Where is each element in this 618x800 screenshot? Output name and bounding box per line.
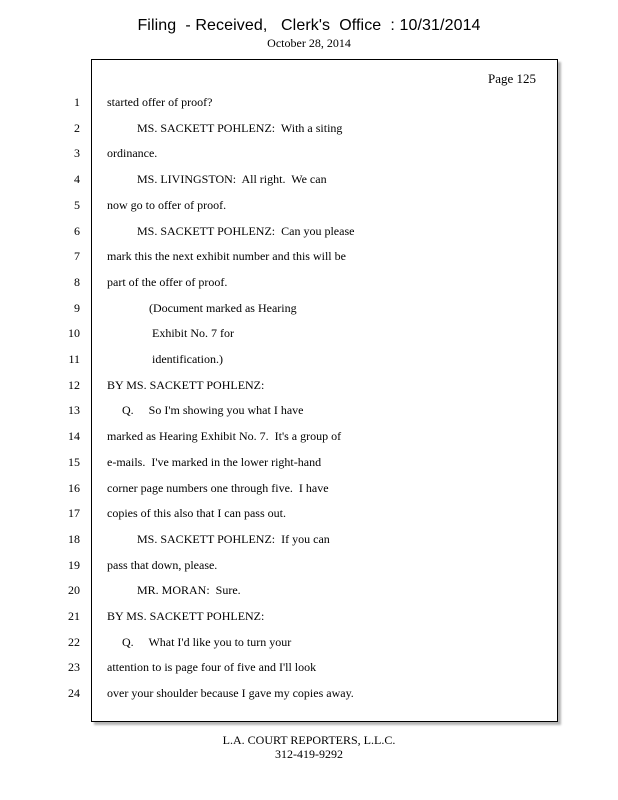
line-number: 6 — [74, 224, 80, 238]
line-number: 8 — [74, 275, 80, 289]
line-number: 22 — [68, 635, 80, 649]
reporter-company: L.A. COURT REPORTERS, L.L.C. — [222, 733, 396, 747]
transcript-line: marked as Hearing Exhibit No. 7. It's a group of — [107, 429, 342, 443]
transcript-line: part of the offer of proof. — [107, 275, 228, 289]
line-number: 14 — [68, 429, 80, 443]
line-number: 3 — [74, 146, 80, 160]
transcript-line: pass that down, please. — [107, 558, 218, 572]
transcript-line: e-mails. I've marked in the lower right-hand — [107, 455, 322, 469]
transcript-line: BY MS. SACKETT POHLENZ: — [107, 378, 265, 392]
transcript-line: MS. LIVINGSTON: All right. We can — [107, 172, 327, 186]
line-number: 11 — [68, 352, 80, 366]
transcript-line: ordinance. — [107, 146, 158, 160]
transcript-line: (Document marked as Hearing — [107, 301, 297, 315]
line-number: 16 — [68, 481, 80, 495]
transcript-line: started offer of proof? — [107, 95, 213, 109]
line-number: 12 — [68, 378, 80, 392]
line-number: 18 — [68, 532, 80, 546]
filing-stamp: Filing - Received, Clerk's Office : 10/31/2014 — [137, 17, 481, 34]
transcript-line: over your shoulder because I gave my copies away. — [107, 686, 354, 700]
line-number: 19 — [68, 558, 80, 572]
line-number: 13 — [68, 403, 80, 417]
transcript-line: identification.) — [107, 352, 223, 366]
line-number: 17 — [68, 506, 80, 520]
line-number: 4 — [74, 172, 80, 186]
page-number: Page 125 — [488, 71, 537, 86]
transcript-line: MS. SACKETT POHLENZ: With a siting — [107, 121, 343, 135]
transcript-line: BY MS. SACKETT POHLENZ: — [107, 609, 265, 623]
line-number: 21 — [68, 609, 80, 623]
line-number: 15 — [68, 455, 80, 469]
line-number: 24 — [68, 686, 80, 700]
line-number: 10 — [68, 326, 80, 340]
line-number: 5 — [74, 198, 80, 212]
hearing-date: October 28, 2014 — [267, 36, 351, 50]
transcript-line: MS. SACKETT POHLENZ: If you can — [107, 532, 330, 546]
line-number: 1 — [74, 95, 80, 109]
transcript-line: Q. So I'm showing you what I have — [107, 403, 304, 417]
transcript-line: copies of this also that I can pass out. — [107, 506, 286, 520]
transcript-line: MR. MORAN: Sure. — [107, 583, 241, 597]
transcript-line: attention to is page four of five and I'll look — [107, 660, 317, 674]
line-number: 9 — [74, 301, 80, 315]
line-number: 7 — [74, 249, 80, 263]
transcript-line: now go to offer of proof. — [107, 198, 227, 212]
transcript-line: Q. What I'd like you to turn your — [107, 635, 292, 649]
line-number: 2 — [74, 121, 80, 135]
reporter-phone: 312-419-9292 — [275, 747, 343, 761]
line-number: 23 — [68, 660, 80, 674]
transcript-line: mark this the next exhibit number and this will be — [107, 249, 346, 263]
transcript-line: corner page numbers one through five. I have — [107, 481, 329, 495]
line-number: 20 — [68, 583, 80, 597]
transcript-line: Exhibit No. 7 for — [107, 326, 234, 340]
transcript-line: MS. SACKETT POHLENZ: Can you please — [107, 224, 355, 238]
